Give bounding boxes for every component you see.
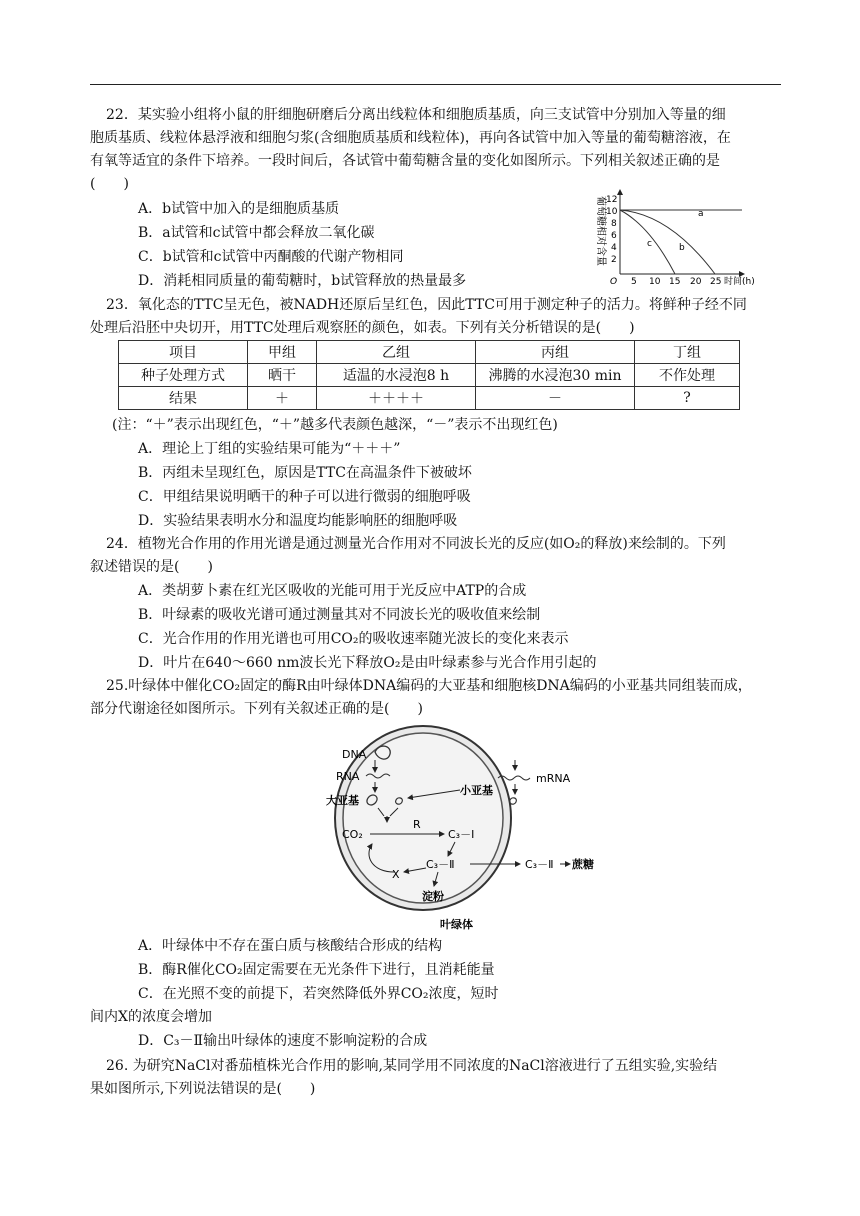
origin-label: O	[610, 277, 618, 286]
table-row	[119, 364, 740, 387]
q25-option-c[interactable]: C．在光照不变的前提下，若突然降低外界CO₂浓度，短时	[138, 986, 499, 1002]
mrna-label: mRNA	[536, 772, 571, 785]
curve-c-label: c	[647, 239, 652, 249]
q24-stem-line1: 24．植物光合作用的作用光谱是通过测量光合作用对不同波长光的反应(如O₂的释放)来绘制的。下列	[106, 536, 726, 552]
q26-stem-line2: 果如图所示,下列说法错误的是( )	[90, 1081, 316, 1097]
q23-note: (注：“＋”表示出现红色，“＋”越多代表颜色越深，“－”表示不出现红色)	[112, 417, 558, 433]
x-unit: 时间(h)	[724, 277, 755, 286]
q25-stem-line2: 部分代谢途径如图所示。下列有关叙述正确的是( )	[90, 701, 423, 717]
q22-stem-line1: 22．某实验小组将小鼠的肝细胞研磨后分离出线粒体和细胞质基质，向三支试管中分别加入等量的细	[106, 107, 726, 123]
q22-option-a[interactable]: A．b试管中加入的是细胞质基质	[138, 201, 340, 217]
q24-option-c[interactable]: C．光合作用的作用光谱也可用CO₂的吸收速率随光波长的变化来表示	[138, 631, 569, 647]
table-cell: 结果	[119, 387, 248, 410]
q24-option-d[interactable]: D．叶片在640～660 nm波长光下释放O₂是由叶绿素参与光合作用引起的	[138, 655, 597, 671]
rna-label: RNA	[336, 770, 360, 783]
q23-table	[118, 340, 740, 410]
large-subunit-label: 大亚基	[326, 794, 359, 807]
q24-stem-line2: 叙述错误的是( )	[90, 559, 213, 575]
table-cell: 丁组	[635, 341, 740, 364]
chloroplast-caption: 叶绿体	[440, 918, 473, 931]
dna-label: DNA	[342, 748, 367, 761]
q25-option-c-cont: 间内X的浓度会增加	[90, 1009, 212, 1025]
table-cell: 乙组	[317, 341, 476, 364]
table-cell: 晒干	[248, 364, 317, 387]
table-cell: 丙组	[476, 341, 635, 364]
curve-b-label: b	[679, 243, 685, 253]
y-axis-arrow	[617, 189, 623, 195]
q25-stem-line1: 25.叶绿体中催化CO₂固定的酶R由叶绿体DNA编码的大亚基和细胞核DNA编码的小亚基共同组装而成，	[106, 678, 752, 694]
q23-option-d[interactable]: D．实验结果表明水分和温度均能影响胚的细胞呼吸	[138, 513, 458, 529]
ytick: 8	[611, 219, 617, 229]
q22-stem-line3: 有氧等适宜的条件下培养。一段时间后，各试管中葡萄糖含量的变化如图所示。下列相关叙述正确的是	[90, 153, 720, 169]
ytick: 12	[606, 195, 618, 205]
q25-chloroplast-diagram	[320, 722, 600, 934]
table-cell: －	[476, 387, 635, 410]
table-cell: ＋＋＋＋	[317, 387, 476, 410]
xtick: 20	[690, 277, 702, 286]
sucrose-label: 蔗糖	[572, 858, 594, 871]
table-cell: 不作处理	[635, 364, 740, 387]
table-cell: 适温的水浸泡8 h	[317, 364, 476, 387]
table-cell: 甲组	[248, 341, 317, 364]
xtick: 25	[710, 277, 722, 286]
ytick: 4	[611, 243, 617, 253]
ytick: 2	[611, 255, 617, 265]
q22-stem-line2: 胞质基质、线粒体悬浮液和细胞匀浆(含细胞质基质和线粒体)，再向各试管中加入等量的葡萄糖溶液，在	[90, 130, 731, 146]
q23-stem-line1: 23．氧化态的TTC呈无色，被NADH还原后呈红色，因此TTC可用于测定种子的活力。将鲜种子经不同	[106, 297, 747, 313]
chloroplast-inner-membrane	[343, 733, 503, 903]
x-ticks	[631, 277, 721, 286]
co2-label: CO₂	[342, 828, 363, 841]
q23-option-b[interactable]: B．丙组未呈现红色，原因是TTC在高温条件下被破坏	[138, 465, 472, 481]
table-row	[119, 387, 740, 410]
table-cell: ?	[635, 387, 740, 410]
q22-stem-line4: ( )	[90, 176, 129, 192]
table-cell: 沸腾的水浸泡30 min	[476, 364, 635, 387]
chart-ylabel: 葡萄糖相对含量	[595, 196, 606, 266]
q23-option-a[interactable]: A．理论上丁组的实验结果可能为“＋＋＋”	[138, 441, 401, 457]
table-cell: 项目	[119, 341, 248, 364]
q24-option-a[interactable]: A．类胡萝卜素在红光区吸收的光能可用于光反应中ATP的合成	[138, 583, 527, 599]
c3-i-label: C₃－Ⅰ	[448, 828, 475, 841]
q22-option-b[interactable]: B．a试管和c试管中都会释放二氧化碳	[138, 225, 375, 241]
enzyme-r-label: R	[413, 818, 421, 831]
q23-option-c[interactable]: C．甲组结果说明晒干的种子可以进行微弱的细胞呼吸	[138, 489, 471, 505]
q22-option-d[interactable]: D．消耗相同质量的葡萄糖时，b试管释放的热量最多	[138, 273, 467, 289]
c3-ii-label: C₃－Ⅱ	[426, 858, 455, 871]
x-label: X	[392, 868, 400, 881]
y-ticks	[606, 195, 618, 265]
q23-stem-line2: 处理后沿胚中央切开，用TTC处理后观察胚的颜色，如表。下列有关分析错误的是( )	[90, 320, 635, 336]
q26-stem-line1: 26. 为研究NaCl对番茄植株光合作用的影响,某同学用不同浓度的NaCl溶液进行了五组实验,实验结	[106, 1058, 718, 1074]
ytick: 6	[611, 231, 617, 241]
q25-option-d[interactable]: D．C₃－Ⅱ输出叶绿体的速度不影响淀粉的合成	[138, 1033, 428, 1049]
starch-label: 淀粉	[422, 890, 444, 903]
table-cell: ＋	[248, 387, 317, 410]
c3-ii-out-label: C₃－Ⅱ	[525, 858, 554, 871]
xtick: 15	[669, 277, 681, 286]
q25-option-a[interactable]: A．叶绿体中不存在蛋白质与核酸结合形成的结构	[138, 938, 443, 954]
ytick: 10	[606, 207, 618, 217]
xtick: 5	[631, 277, 637, 286]
table-row	[119, 341, 740, 364]
table-cell: 种子处理方式	[119, 364, 248, 387]
cytosol-small-subunit-icon	[510, 798, 517, 804]
q22-glucose-chart	[590, 186, 790, 286]
q25-option-b[interactable]: B．酶R催化CO₂固定需要在无光条件下进行，且消耗能量	[138, 962, 495, 978]
header-rule	[90, 84, 781, 85]
xtick: 10	[649, 277, 661, 286]
q22-option-c[interactable]: C．b试管和c试管中丙酮酸的代谢产物相同	[138, 249, 404, 265]
curve-a-label: a	[698, 209, 704, 219]
small-subunit-label: 小亚基	[460, 784, 493, 797]
q24-option-b[interactable]: B．叶绿素的吸收光谱可通过测量其对不同波长光的吸收值来绘制	[138, 607, 541, 623]
